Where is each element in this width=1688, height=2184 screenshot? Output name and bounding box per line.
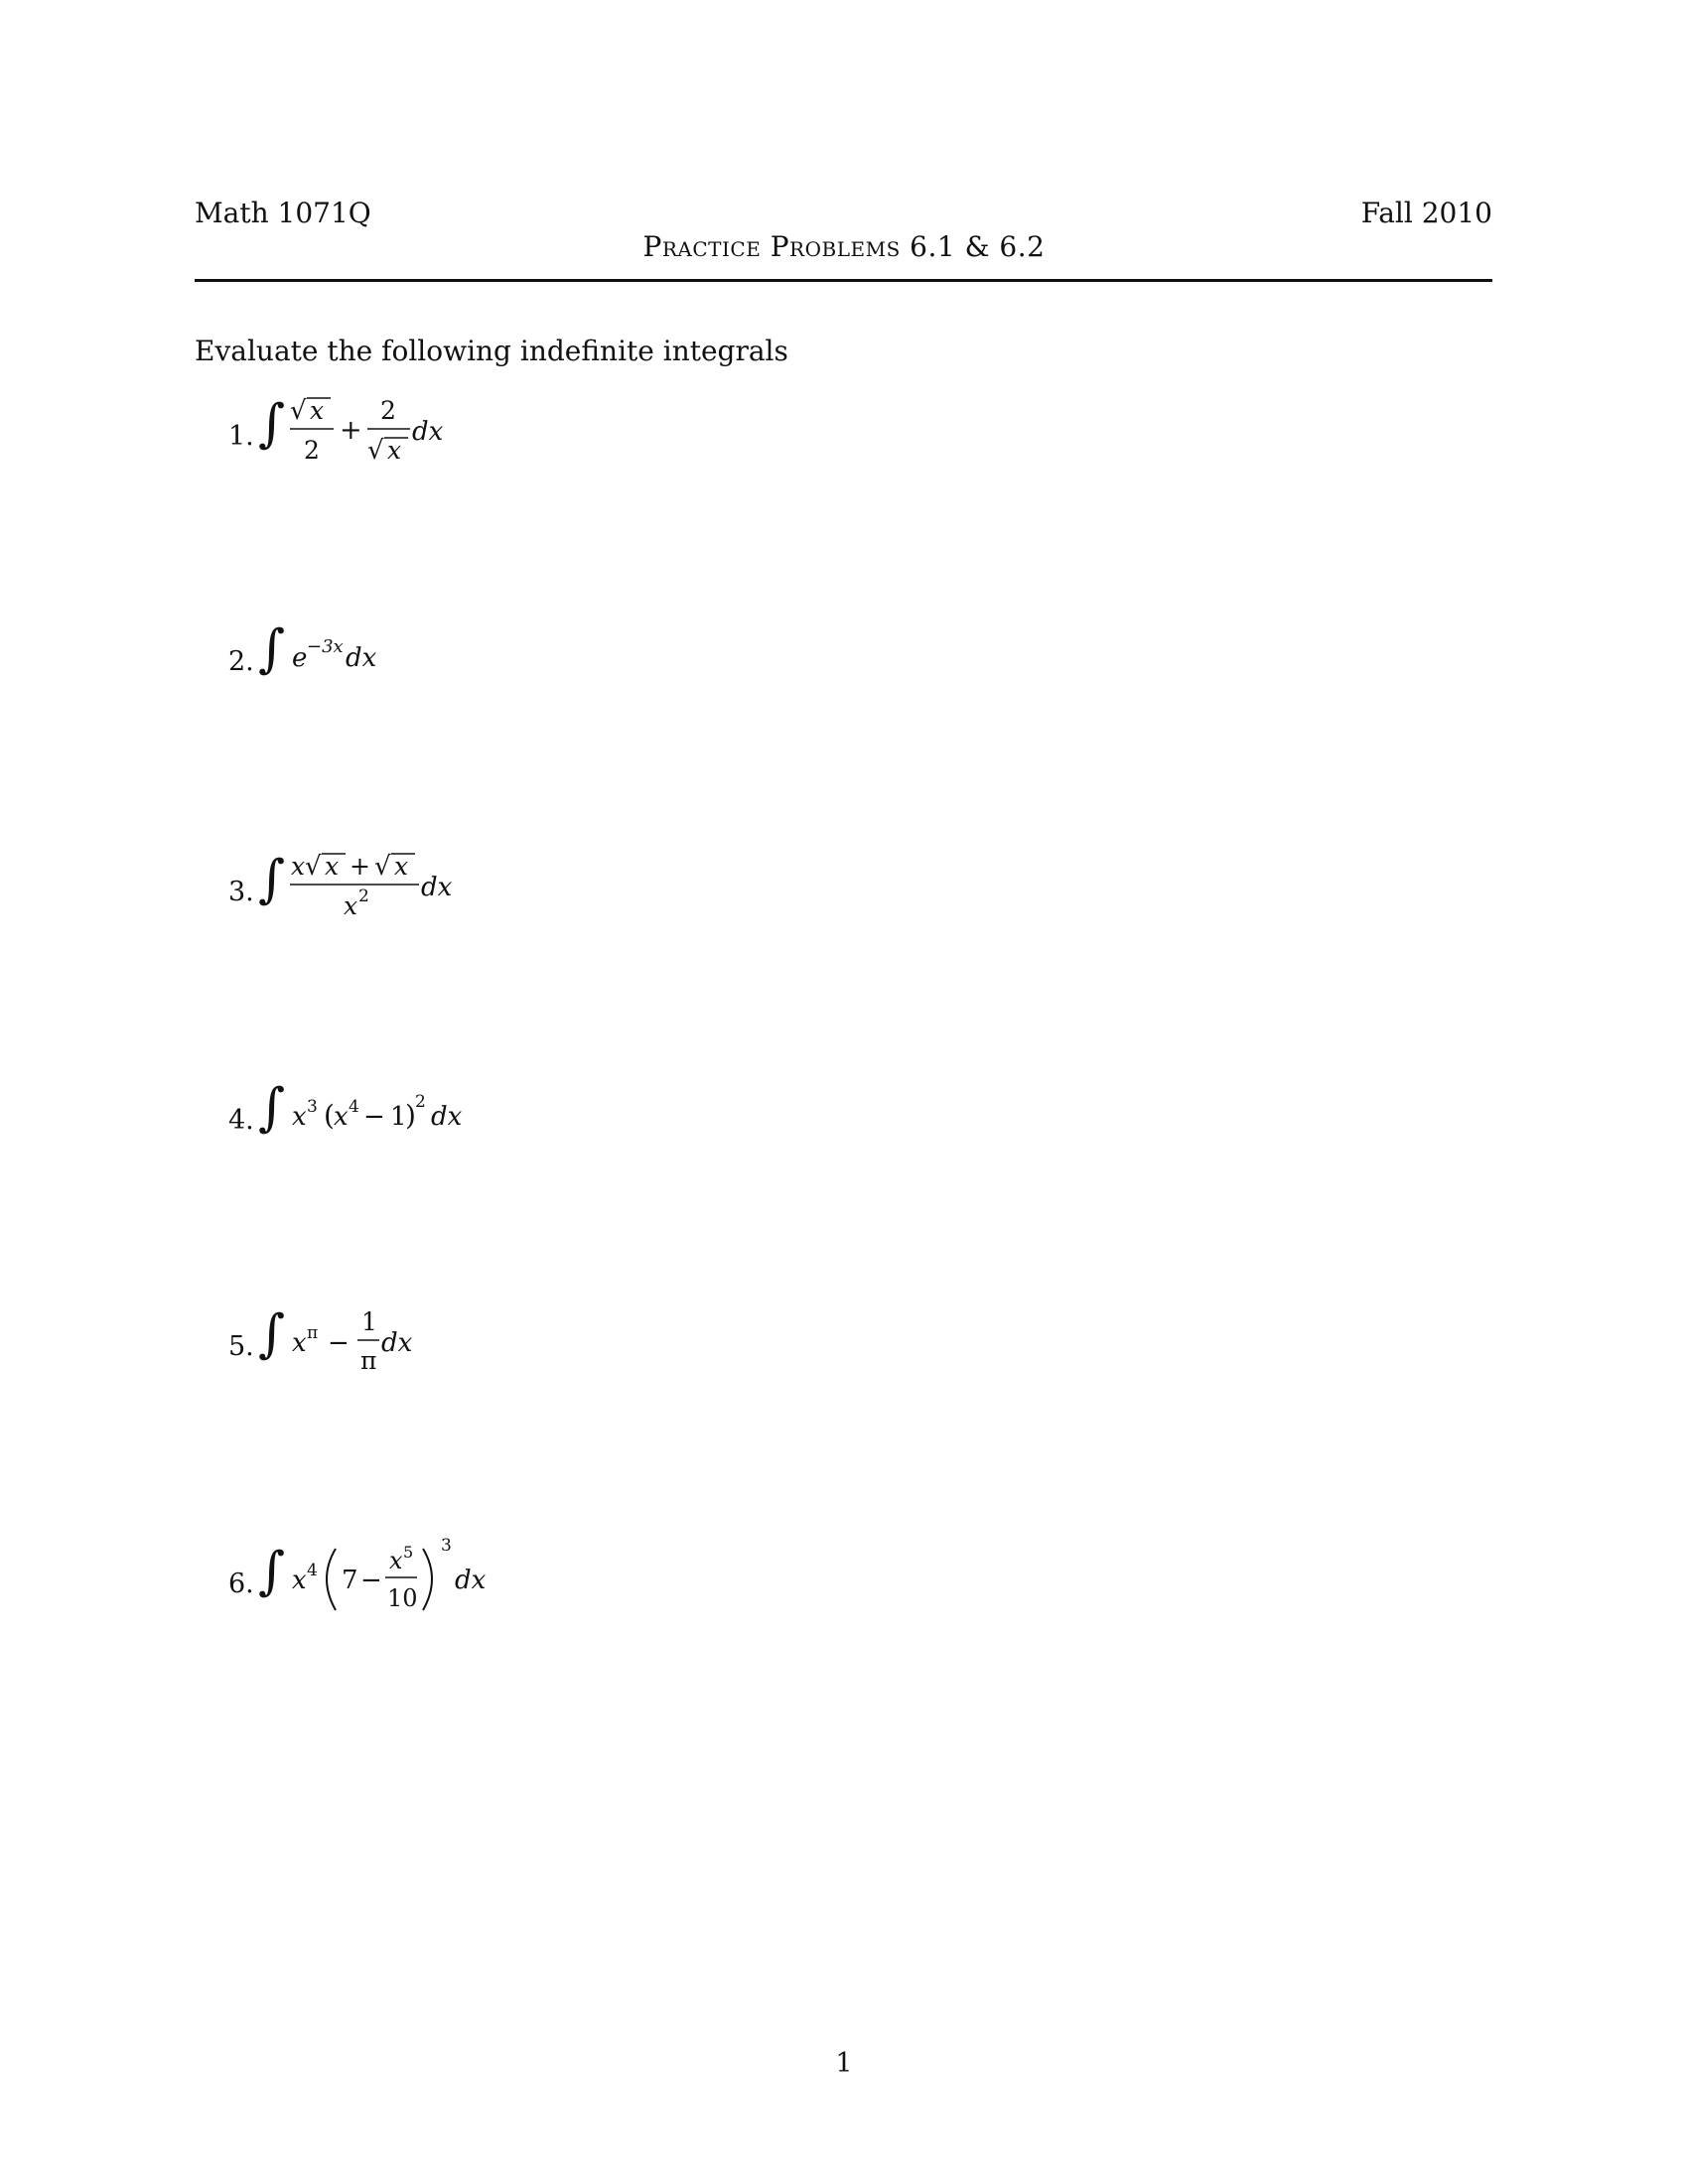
math-expression-4	[258, 1067, 516, 1176]
math-expression-1	[258, 383, 516, 492]
course-label: Math 1071Q	[195, 197, 371, 229]
right-paren: )	[405, 1099, 416, 1132]
page-title: Practice Problems 6.1 & 6.2	[642, 230, 1046, 263]
problem-number: 5.	[228, 1331, 254, 1362]
problem-expression	[258, 839, 516, 948]
exponent: 4	[307, 1561, 318, 1580]
problem-expression	[258, 1294, 477, 1403]
differential: dx	[346, 643, 377, 673]
integral-sign: ∫	[258, 1304, 286, 1364]
constant: 1	[390, 1102, 407, 1132]
plus-sign: +	[350, 852, 370, 881]
math-expression-3	[258, 839, 516, 948]
differential: dx	[455, 1566, 487, 1595]
problem-expression	[258, 1531, 516, 1640]
exponent: π	[307, 1323, 319, 1343]
minus-sign: −	[363, 1102, 385, 1132]
exponent: 5	[403, 1543, 414, 1562]
numerator: 1	[361, 1307, 377, 1336]
var-x: x	[291, 852, 306, 881]
exponent: 2	[415, 1092, 426, 1112]
page-number: 1	[835, 2048, 853, 2079]
differential: dx	[381, 1328, 413, 1358]
integral-sign: ∫	[258, 394, 286, 454]
term-label: Fall 2010	[1360, 197, 1492, 229]
var-x: x	[344, 891, 358, 920]
var-x: x	[325, 852, 340, 881]
constant: 7	[342, 1566, 358, 1595]
sqrt-symbol: √	[367, 436, 384, 466]
problem-expression	[258, 1067, 516, 1176]
sqrt-symbol: √	[305, 852, 322, 882]
problem-number: 3.	[228, 877, 254, 907]
sqrt-symbol: √	[290, 396, 307, 426]
var-x: x	[292, 1328, 307, 1358]
left-paren	[327, 1549, 336, 1610]
base-e: e	[292, 643, 308, 673]
problem-number: 4.	[228, 1105, 254, 1136]
var-x: x	[389, 1547, 403, 1574]
math-expression-6	[258, 1531, 516, 1640]
left-paren: (	[324, 1099, 335, 1132]
header-rule	[195, 279, 1492, 282]
integral-sign: ∫	[258, 1078, 286, 1138]
var-x: x	[292, 1566, 307, 1595]
denominator: π	[360, 1346, 377, 1375]
differential: dx	[431, 1102, 463, 1132]
problem-expression	[258, 609, 457, 718]
right-paren	[423, 1549, 432, 1610]
var-x: x	[310, 396, 325, 425]
var-x: x	[394, 852, 409, 881]
instructions: Evaluate the following indefinite integrals	[195, 335, 788, 367]
integral-sign: ∫	[258, 850, 286, 909]
differential: dx	[412, 417, 444, 447]
denominator: 2	[304, 436, 320, 465]
differential: dx	[421, 873, 453, 902]
exponent: 3	[307, 1097, 318, 1117]
problem-number: 2.	[228, 646, 254, 677]
problem-number: 6.	[228, 1569, 254, 1599]
exponent: 4	[349, 1097, 359, 1117]
plus-sign: +	[340, 415, 362, 446]
problem-number: 1.	[228, 421, 254, 452]
exponent: 2	[358, 887, 369, 906]
denominator: 10	[387, 1584, 418, 1612]
math-expression-2	[258, 609, 457, 718]
minus-sign: −	[360, 1566, 382, 1595]
exponent: −3x	[307, 636, 344, 657]
problem-expression	[258, 383, 516, 492]
integral-sign: ∫	[258, 1542, 286, 1601]
minus-sign: −	[328, 1328, 350, 1358]
var-x: x	[387, 436, 402, 465]
var-x: x	[292, 1102, 307, 1132]
sqrt-symbol: √	[374, 852, 391, 882]
math-expression-5	[258, 1294, 477, 1403]
numerator: 2	[380, 396, 396, 425]
var-x: x	[334, 1102, 349, 1132]
integral-sign: ∫	[258, 619, 286, 679]
exponent: 3	[441, 1536, 452, 1556]
